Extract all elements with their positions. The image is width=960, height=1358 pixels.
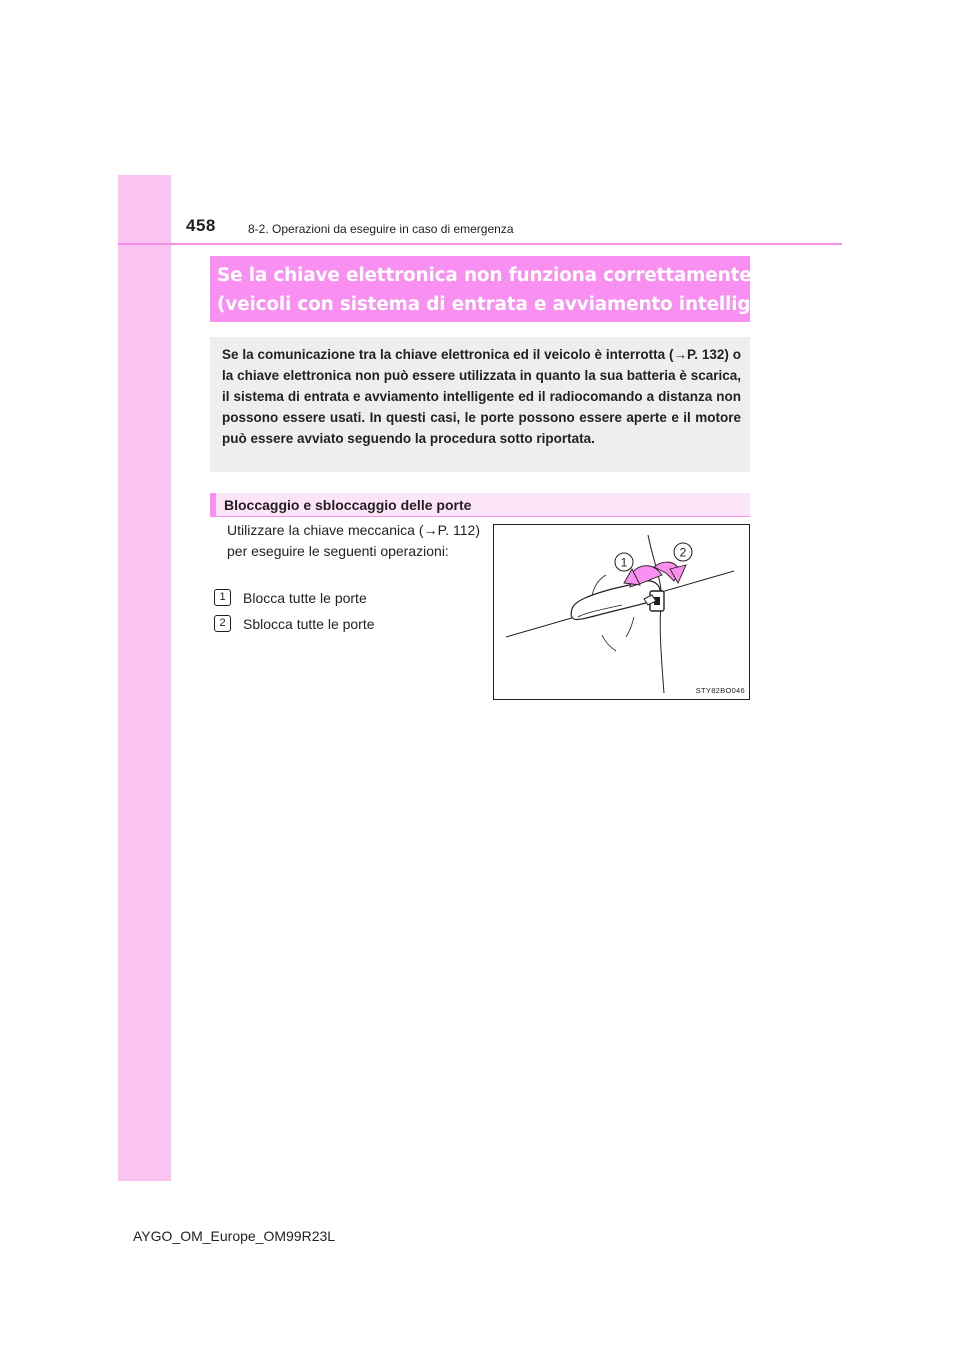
instruction-text: Utilizzare la chiave meccanica (→P. 112) per eseguire le seguenti operazioni:: [227, 522, 480, 559]
header-divider: [118, 243, 842, 245]
chapter-sidebar-tab: [118, 175, 171, 1181]
chapter-title: 8-2. Operazioni da eseguire in caso di emergenza: [248, 222, 514, 236]
door-handle-drawing: [494, 525, 749, 699]
section-title-banner: [210, 256, 805, 322]
page-number: 458: [186, 216, 216, 235]
callout-2-label: 2: [679, 545, 687, 560]
figure-code: STY82BO046: [695, 686, 745, 695]
section-title-line-1: Se la chiave elettronica non funziona correttamente: [217, 265, 752, 286]
step-text: Blocca tutte le porte: [243, 590, 367, 606]
section-title-line-2: (veicoli con sistema di entrata e avviamento intelligente): [217, 294, 805, 315]
document-id-footer: AYGO_OM_Europe_OM99R23L: [133, 1228, 336, 1244]
subsection-heading: [210, 493, 750, 517]
door-handle-illustration: [493, 524, 750, 700]
step-number-badge: 2: [214, 615, 231, 632]
callout-1-label: 1: [620, 555, 628, 570]
step-number-badge: 1: [214, 589, 231, 606]
subsection-heading-text: Bloccaggio e sbloccaggio delle porte: [224, 497, 472, 513]
intro-text: Se la comunicazione tra la chiave elettronica ed il veicolo è interrotta (→P. 132) o la chiave elettronica non può essere utilizzata in quanto la sua batteria è scarica, il sistema di entrata e avviamento intelligente ed il radiocomando a distanza non possono essere usati. In questi casi, le porte possono essere aperte e il motore può essere avviato seguendo la procedura sotto riportata.: [222, 347, 741, 446]
step-text: Sblocca tutte le porte: [243, 616, 375, 632]
intro-box: [210, 337, 750, 472]
